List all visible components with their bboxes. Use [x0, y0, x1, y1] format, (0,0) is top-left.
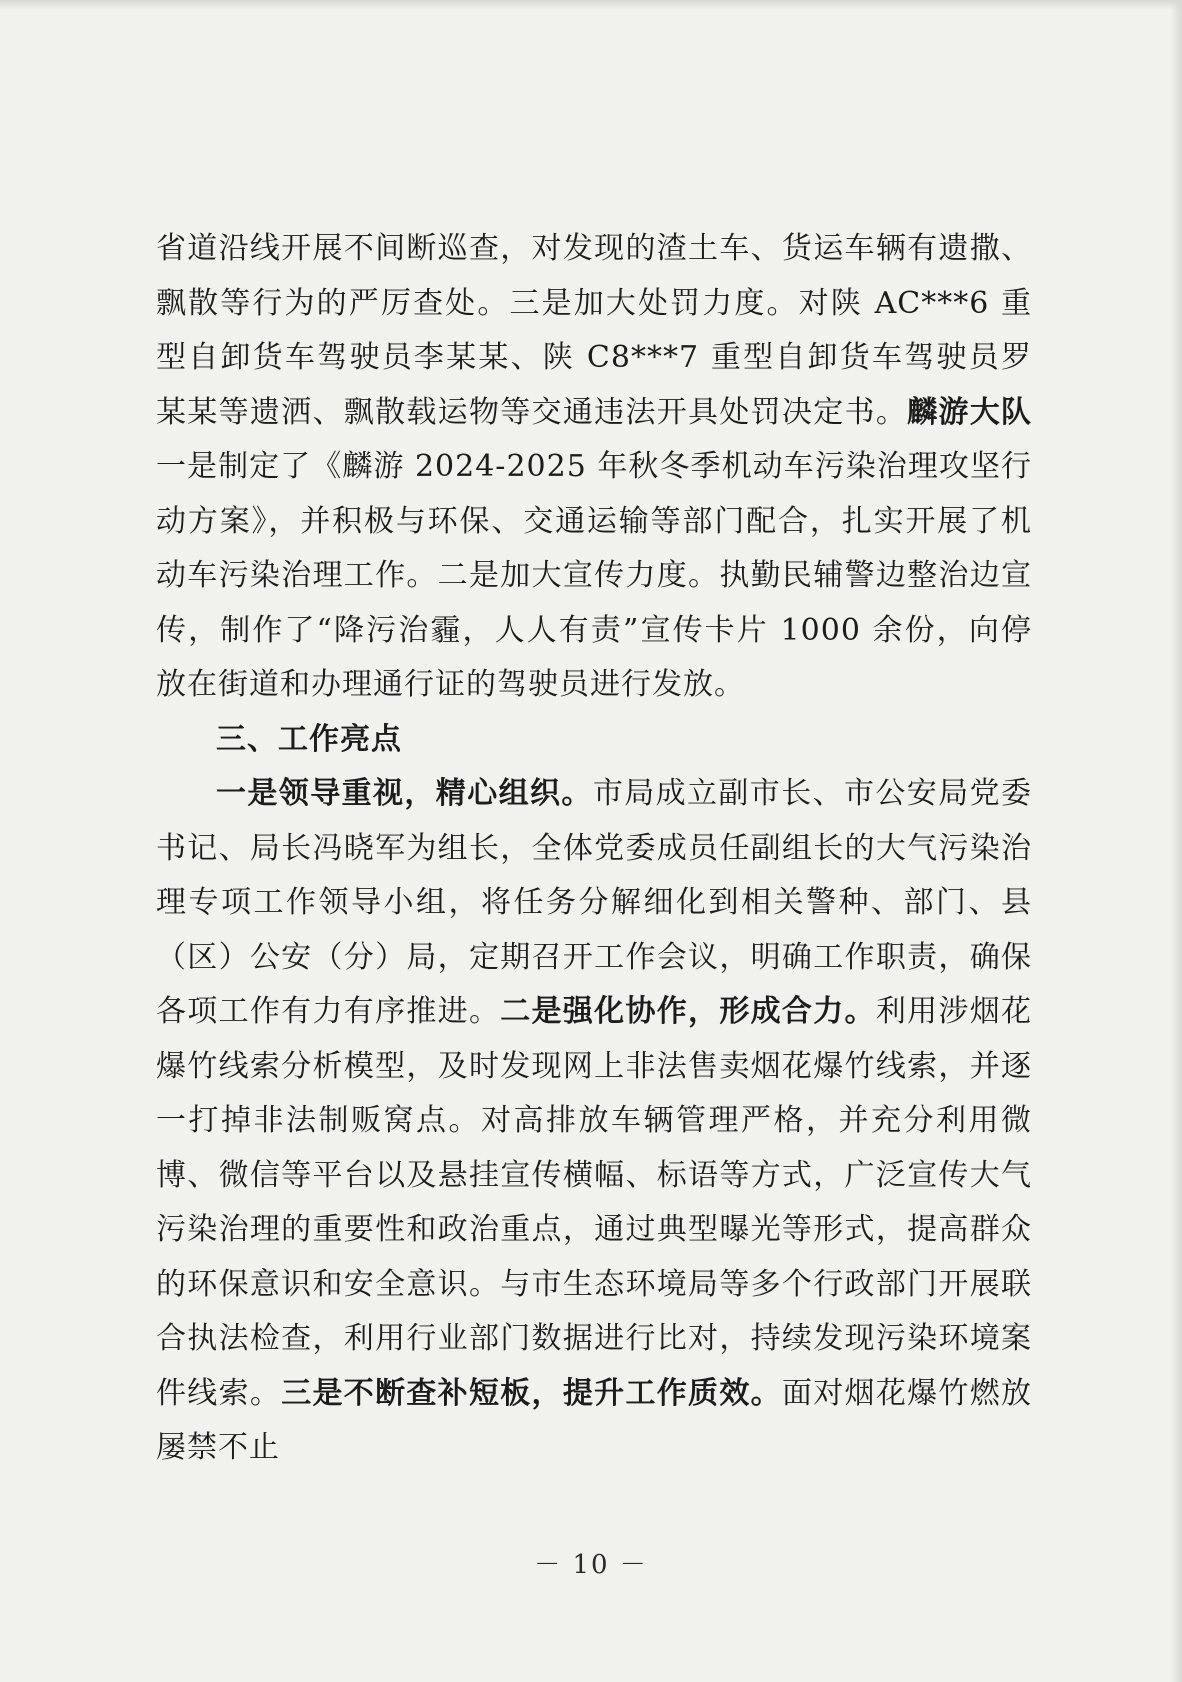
paragraph-text: 面对烟花爆竹燃放屡禁不止 — [156, 1375, 1033, 1465]
paragraph-text: 省道沿线开展不间断巡查，对发现的渣土车、货运车辆有遗撒、飘散等行为的严厉查处。三是加大处罚力度。对陕 AC***6 重型自卸货车驾驶员李某某、陕 C8***7 重型自卸货车驾驶员罗某某等遗洒、飘散载运物等交通违法开具处罚决定书。 — [156, 231, 1032, 430]
page-number: － 10 － — [534, 1550, 648, 1580]
bold-lead-leadership: 一是领导重视，精心组织。 — [216, 776, 593, 811]
paragraph-enforcement-continued — [156, 222, 1032, 713]
document-body — [156, 222, 1032, 1476]
paragraph-text: 市局成立副市长、市公安局党委书记、局长冯晓军为组长，全体党委成员任副组长的大气污染治理专项工作领导小组，将任务分解细化到相关警种、部门、县（区）公安（分）局，定期召开工作会议，明确工作职责，确保各项工作有力有序推进。 — [156, 776, 1033, 1029]
bold-lead-linyou-brigade: 麟游大队 — [907, 394, 1033, 430]
bold-lead-cooperation: 二是强化协作，形成合力。 — [500, 994, 876, 1029]
paragraph-text: 利用涉烟花爆竹线索分析模型，及时发现网上非法售卖烟花爆竹线索，并逐一打掉非法制贩窝点。对高排放车辆管理严格，并充分利用微博、微信等平台以及悬挂宣传横幅、标语等方式，广泛宣传大气污染治理的重要性和政治重点，通过典型曝光等形式，提高群众的环保意识和安全意识。与市生态环境局等多个行政部门开展联合执法检查，利用行业部门数据进行比对，持续发现污染环境案件线索。 — [156, 994, 1033, 1411]
paragraph-highlights — [156, 767, 1032, 1476]
paragraph-text: 一是制定了《麟游 2024-2025 年秋冬季机动车污染治理攻坚行动方案》，并积极与环保、交通运输等部门配合，扎实开展了机动车污染治理工作。二是加大宣传力度。执勤民辅警边整治边宣传，制作了“降污治霾，人人有责”宣传卡片 1000 余份，向停放在街道和办理通行证的驾驶员进行发放。 — [156, 449, 1032, 702]
bold-lead-improvement: 三是不断查补短板，提升工作质效。 — [281, 1375, 782, 1411]
section-heading-highlights: 三、工作亮点 — [216, 721, 402, 757]
